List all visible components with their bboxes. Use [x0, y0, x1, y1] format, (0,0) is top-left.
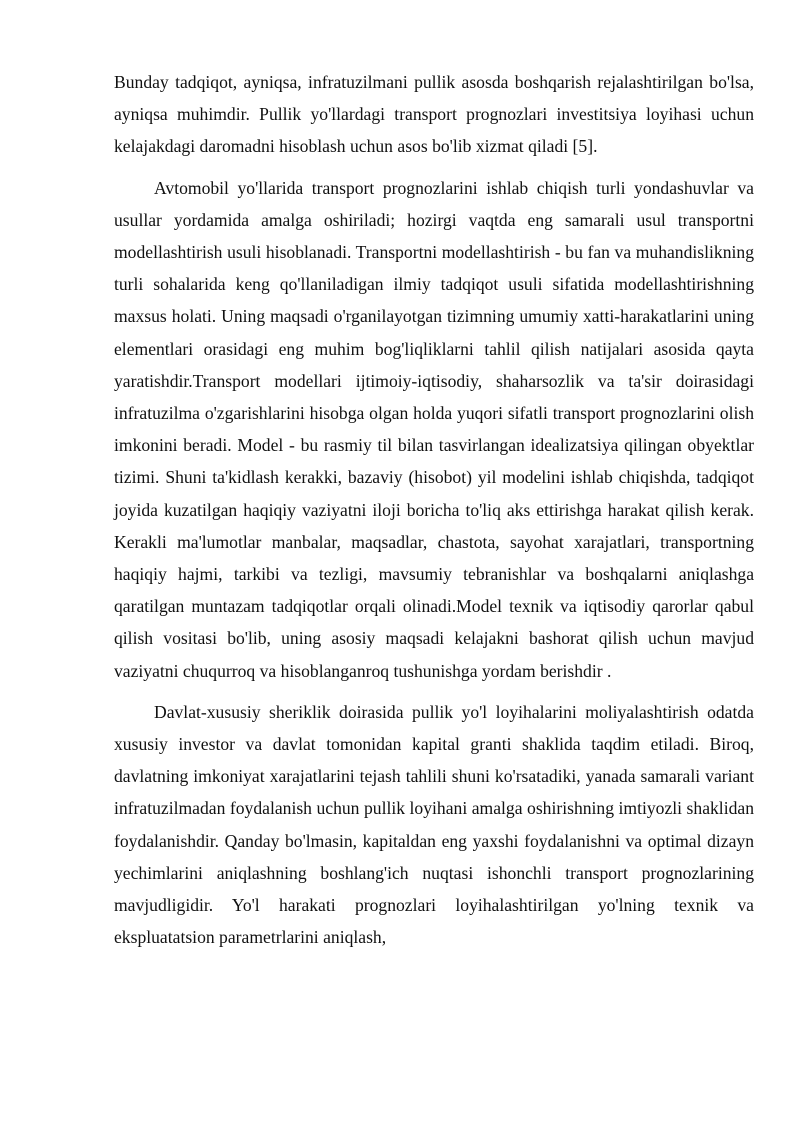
paragraph-3: Davlat-xususiy sheriklik doirasida pullik yo'l loyihalarini moliyalashtirish odatda xususiy investor va davlat tomonidan kapital granti shaklida taqdim etiladi. Biroq, davlatning imkoniyat xarajatlarini tejash tahlili shuni ko'rsatadiki, yanada samarali variant infratuzilmadan foydalanish uchun pullik loyihani amalga oshirishning imtiyozli shaklidan foydalanishdir. Qanday bo'lmasin, kapitaldan eng yaxshi foydalanishni va optimal dizayn yechimlarini aniqlashning boshlang'ich nuqtasi ishonchli transport prognozlarining mavjudligidir. Yo'l harakati prognozlari loyihalashtirilgan yo'lning texnik va ekspluatatsion parametrlarini aniqlash, [114, 701, 754, 948]
paragraph-2: Avtomobil yo'llarida transport prognozlarini ishlab chiqish turli yondashuvlar va usullar yordamida amalga oshiriladi; hozirgi vaqtda eng samarali usul transportni modellashtirish usuli hisoblanadi. Transportni modellashtirish - bu fan va muhandislikning turli sohalarida keng qo'llaniladigan ilmiy tadqiqot usuli sifatida modellashtirishning maxsus holati. Uning maqsadi o'rganilayotgan tizimning umumiy xatti-harakatlarini uning elementlari orasidagi eng muhim bog'liqliklarni tahlil qilish natijalari asosida qayta yaratishdir.Transport modellari ijtimoiy-iqtisodiy, shaharsozlik va ta'sir doirasidagi infratuzilma o'zgarishlarini hisobga olgan holda yuqori sifatli transport prognozlarini olish imkonini beradi. Model - bu rasmiy til bilan tasvirlangan idealizatsiya qilingan obyektlar tizimi. Shuni ta'kidlash kerakki, bazaviy (hisobot) yil modelini ishlab chiqishda, tadqiqot joyida kuzatilgan haqiqiy vaziyatni iloji boricha to'liq aks ettirishga harakat qilish kerak. Kerakli ma'lumotlar manbalar, maqsadlar, chastota, sayohat xarajatlari, transportning haqiqiy hajmi, tarkibi va tezligi, mavsumiy tebranishlar va boshqalarni aniqlashga qaratilgan muntazam tadqiqotlar orqali olinadi.Model texnik va iqtisodiy qarorlar qabul qilish vositasi bo'lib, uning asosiy maqsadi kelajakni bashorat qilish uchun mavjud vaziyatni chuqurroq va hisoblanganroq tushunishga yordam berishdir . [114, 177, 754, 681]
document-body [114, 66, 754, 953]
paragraph-1: Bunday tadqiqot, ayniqsa, infratuzilmani pullik asosda boshqarish rejalashtirilgan bo'lsa, ayniqsa muhimdir. Pullik yo'llardagi transport prognozlari investitsiya loyihasi uchun kelajakdagi daromadni hisoblash uchun asos bo'lib xizmat qiladi [5]. [114, 72, 754, 157]
